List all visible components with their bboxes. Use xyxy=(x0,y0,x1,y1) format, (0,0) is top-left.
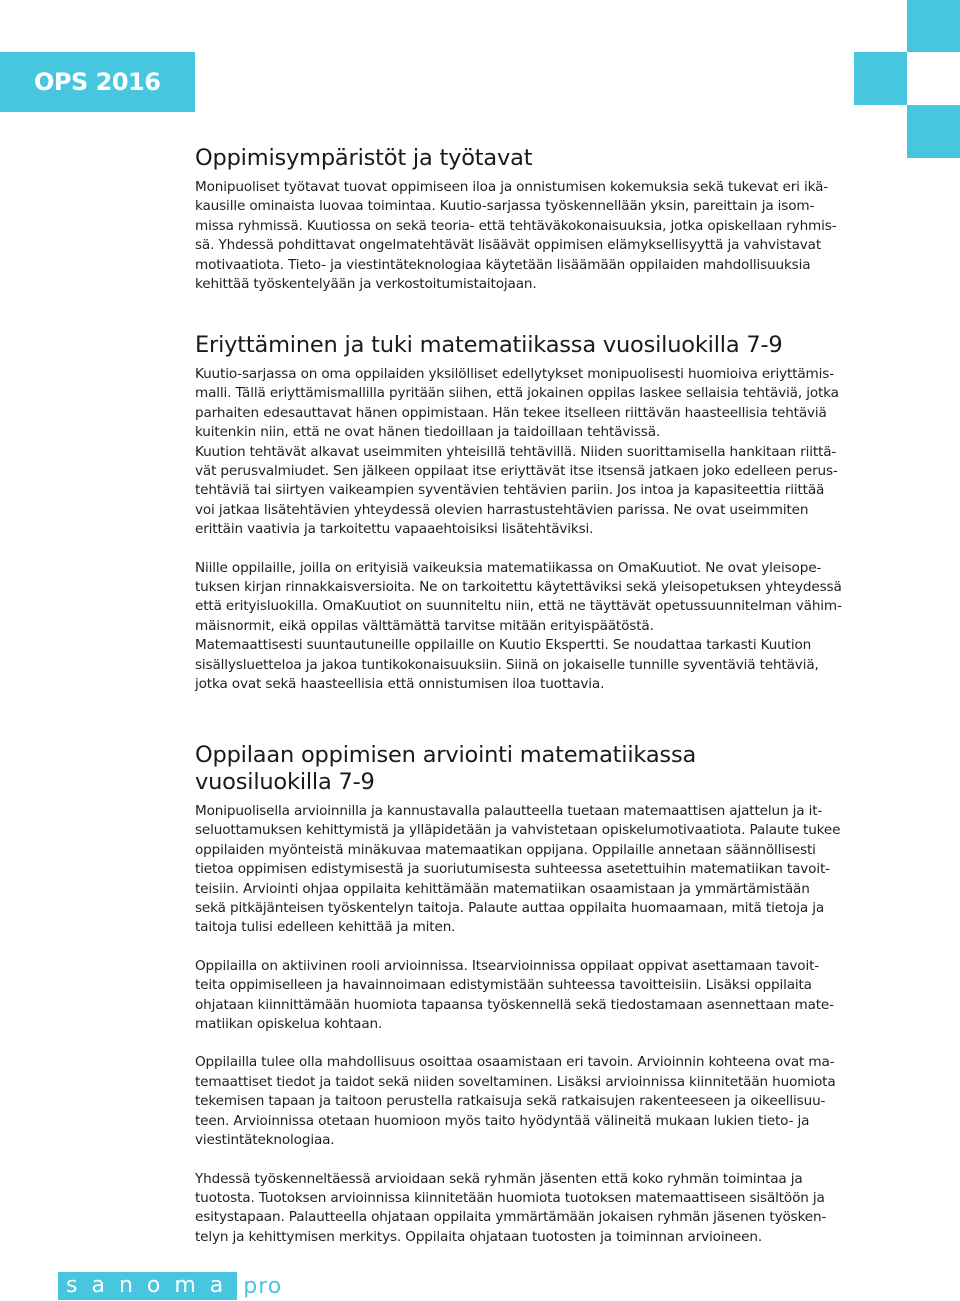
section-paragraph: Yhdessä työskenneltäessä arvioidaan sekä ryhmän jäsenten että koko ryhmän toimintaa ja tuotosta. Tuotoksen arvioinnissa kiinnitetään huomiota tuotoksen matemaattiseen sisältöön ja esitystapaan. Palautteella ohjataan oppilaita ymmärtämään jokaisen ryhmän jäsenen työsken- telyn ja kehittymisen merkitys. Oppilaita ohjataan tuotosten ja toiminnan arvioineen. xyxy=(195,1170,827,1245)
logo-suffix: pro xyxy=(243,1273,283,1299)
section-title: Eriyttäminen ja tuki matematiikassa vuosiluokilla 7-9 xyxy=(195,332,783,358)
logo-main: sanoma xyxy=(58,1272,237,1300)
section-assessment xyxy=(195,742,860,1247)
section-paragraph: Monipuoliset työtavat tuovat oppimiseen iloa ja onnistumisen kokemuksia sekä tukevat eri ikä- kausille ominaista luovaa toimintaa. Kuutio-sarjassa työskennellään yksin, pareittain ja isom- missa ryhmissä. Kuutiossa on sekä teoria- että tehtäväkokonaisuuksia, jotka opiskellaan ryhmis- sä. Yhdessä pohdittavat ongelmatehtävät lisäävät oppimisen elämyksellisyyttä ja vahvistavat motivaatiota. Tieto- ja viestintäteknologiaa käytetään lisäämään oppilaiden mahdollisuuksia kehittää työskentelyään ja verkostoitumistaitojaan. xyxy=(195,179,837,293)
section-paragraph: Monipuolisella arvioinnilla ja kannustavalla palautteella tuetaan matemaattisen ajattelun ja it- seluottamuksen kehittymistä ja ylläpidetään ja vahvistetaan opiskelumotivaatiota. Palaute tukee oppilaiden myönteistä minäkuvaa matemaatikan oppijana. Oppilaille annetaan säännöllisesti tietoa oppimisen edistymisestä ja suoriutumisesta suhteessa asetettuihin matematiikan tavoit- teisiin. Arviointi ohjaa oppilaita kehittämään matematiikan osaamistaan ja ymmärtämistään sekä pitkäjänteisen työskentelyn taitoja. Palaute auttaa oppilaita huomaamaan, mitä tietoja ja taitoja tulisi edelleen kehittää ja miten. xyxy=(195,803,841,936)
deco-block-bottom xyxy=(907,105,960,158)
section-differentiation xyxy=(195,332,860,695)
deco-block-middle xyxy=(854,52,907,105)
section-paragraph: Niille oppilaille, joilla on erityisiä vaikeuksia matematiikassa on OmaKuutiot. Ne ovat yleisope- tuksen kirjan rinnakkaisversioita. Ne on tarkoitettu käytettäviksi sekä yleisopetuksen yhteydessä että erityisluokilla. OmaKuutiot on suunniteltu niin, että ne täyttävät opetussuunnitelman vähim- mäisnormit, eikä oppilas välttämättä tarvitse mitään erityispäätöstä. Matemaattisesti suuntautuneille oppilaille on Kuutio Ekspertti. Se noudattaa tarkasti Kuution sisällysluetteloa ja jakoa tuntikokonaisuuksiin. Siinä on jokaiselle tunnille syventäviä tehtäviä, jotka ovat sekä haasteellisia että onnistumisen iloa tuottavia. xyxy=(195,559,842,693)
deco-block-top xyxy=(907,0,960,52)
section-title: Oppimisympäristöt ja työtavat xyxy=(195,145,533,171)
sanoma-pro-logo xyxy=(58,1272,282,1300)
section-paragraph: Kuutio-sarjassa on oma oppilaiden yksilölliset edellytykset monipuolisesti huomioiva eriyttämis- malli. Tällä eriyttämismallilla pyritään siihen, että jokainen oppilas laskee sellaisia tehtäviä, jotka parhaiten edesauttavat hänen oppimistaan. Hän tekee itselleen riittävän haasteellisia tehtäviä kuitenkin niin, että ne ovat hänen tiedoillaan ja taidoillaan tehtävissä. Kuution tehtävät alkavat useimmiten yhteisillä tehtävillä. Niiden suorittamisella hankitaan riittä- vät perusvalmiudet. Sen jälkeen oppilaat itse eriyttävät itse itsensä jatkaen joko edelleen perus- tehtäviä tai siirtyen vaikeampien syventävien tehtävien pariin. Jos intoa ja kapasiteettia riittää voi jatkaa lisätehtävien yhteydessä olevien harrastustehtävien parissa. Ne ovat useimmiten erittäin vaativia ja tarkoitettu vapaaehtoisiksi lisätehtäviksi. xyxy=(195,366,839,538)
ops-2016-tab: OPS 2016 xyxy=(0,52,195,112)
section-learning-environments xyxy=(195,145,860,294)
section-paragraph: Oppilailla on aktiivinen rooli arvioinnissa. Itsearvioinnissa oppilaat oppivat asettamaan tavoit- teita oppimiselleen ja havainnoimaan edistymistään suhteessa tavoitteisiin. Lisäksi oppilaita ohjataan kiinnittämään huomiota tapaansa työskennellä sekä tiedostamaan asennettaan mate- matiikan opiskelua kohtaan. xyxy=(195,957,834,1033)
section-paragraph: Oppilailla tulee olla mahdollisuus osoittaa osaamistaan eri tavoin. Arvioinnin kohteena ovat ma- temaattiset tiedot ja taidot sekä niiden soveltaminen. Lisäksi arvioinnissa kiinnitetään huomiota tekemisen tapaan ja taitoon perustella ratkaisuja sekä ratkaisujen rakenteeseen ja oikeellisuu- teen. Arvioinnissa otetaan huomioon myös taito hyödyntää välineitä mukaan lukien tieto- ja viestintäteknologiaa. xyxy=(195,1054,836,1149)
section-title: Oppilaan oppimisen arviointi matematiikassa vuosiluokilla 7-9 xyxy=(195,742,697,795)
